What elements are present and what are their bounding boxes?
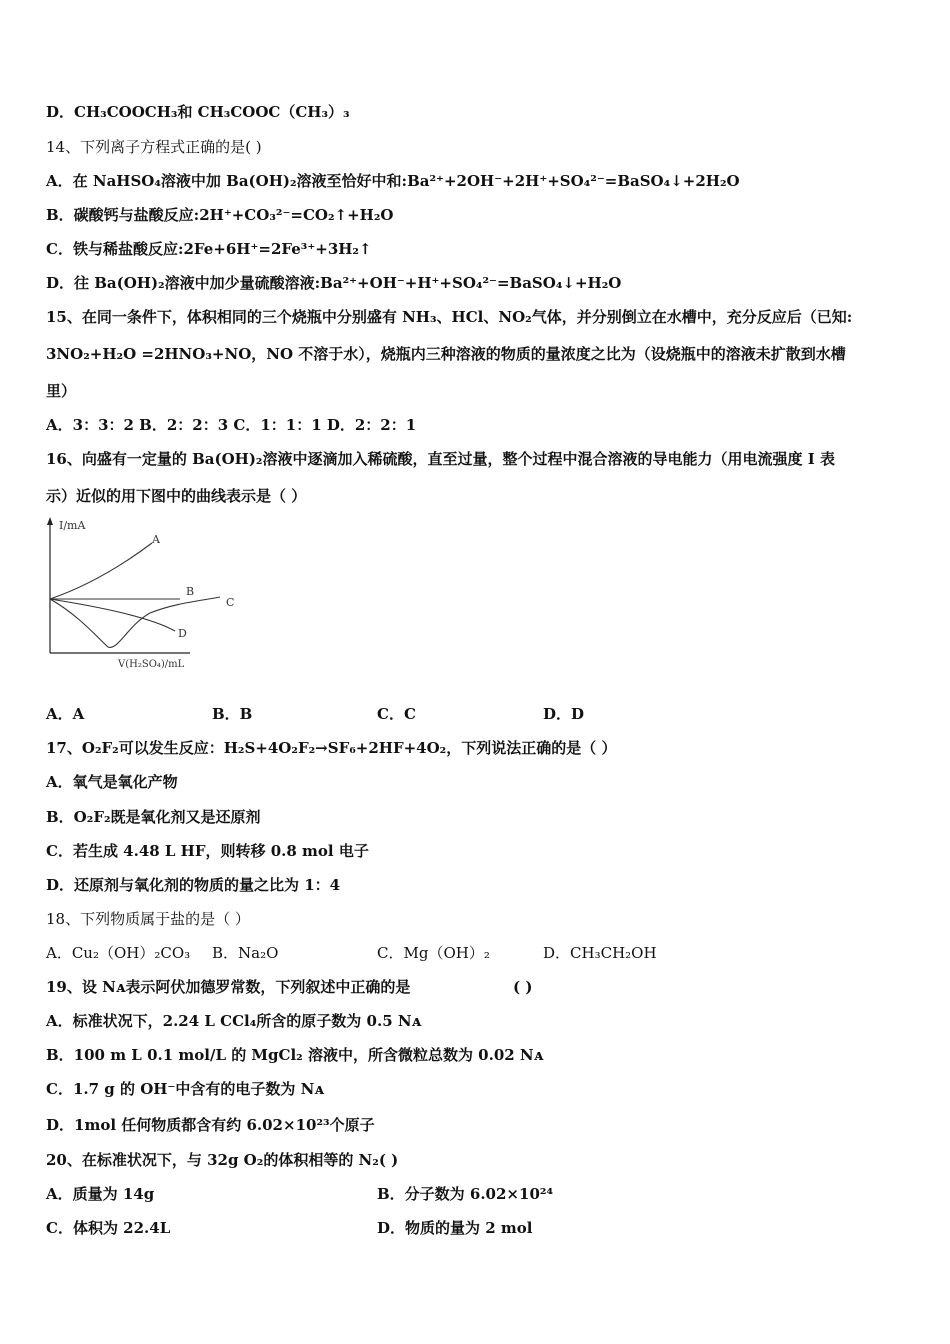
curve-c-label: C [226,596,235,609]
q15-stem-line2: 3NO₂+H₂O =2HNO₃+NO，NO 不溶于水），烧瓶内三种溶液的物质的量浓度之比为（设烧瓶中的溶液未扩散到水槽 [46,345,846,363]
graph-x-label: V(H₂SO₄)/mL [118,659,185,670]
q17-option-b: B．O₂F₂既是氧化剂又是还原剂 [46,808,261,826]
q15-stem-line1: 15、在同一条件下，体积相同的三个烧瓶中分别盛有 NH₃、HCl、NO₂气体，并分别倒立在水槽中，充分反应后（已知: [46,308,853,326]
q20-option-b: B．分子数为 6.02×10²⁴ [377,1185,554,1203]
q19-stem: 19、设 Nᴀ表示阿伏加德罗常数，下列叙述中正确的是 [46,978,411,996]
q17-option-c: C．若生成 4.48 L HF，则转移 0.8 mol 电子 [46,842,369,860]
curve-b-label: B [186,585,195,598]
q18-option-c: C．Mg（OH）₂ [377,944,490,962]
curve-a-label: A [152,533,160,546]
graph-y-arrow [47,517,53,525]
graph-y-label: I/mA [59,519,86,532]
curve-c [50,597,220,647]
q16-current-graph [40,515,250,675]
q17-option-a: A．氧气是氧化产物 [46,773,178,791]
curve-d [50,599,175,631]
q14-stem: 14、下列离子方程式正确的是( ) [46,138,262,156]
q18-option-d: D．CH₃CH₂OH [543,944,657,962]
q18-option-b: B．Na₂O [212,944,279,962]
q19-option-a: A．标准状况下，2.24 L CCl₄所含的原子数为 0.5 Nᴀ [46,1012,422,1030]
q18-stem: 18、下列物质属于盐的是（ ） [46,910,250,928]
q14-option-c: C．铁与稀盐酸反应:2Fe+6H⁺=2Fe³⁺+3H₂↑ [46,240,372,258]
q16-stem-line1: 16、向盛有一定量的 Ba(OH)₂溶液中逐滴加入稀硫酸，直至过量，整个过程中混合溶液的导电能力（用电流强度 I 表 [46,450,835,468]
q19-option-d: D．1mol 任何物质都含有约 6.02×10²³个原子 [46,1116,375,1134]
q18-option-a: A．Cu₂（OH）₂CO₃ [46,944,191,962]
q14-option-d: D．往 Ba(OH)₂溶液中加少量硫酸溶液:Ba²⁺+OH⁻+H⁺+SO₄²⁻=BaSO₄↓+H₂O [46,274,622,292]
q17-option-d: D．还原剂与氧化剂的物质的量之比为 1：4 [46,876,341,894]
q19-option-b: B．100 m L 0.1 mol/L 的 MgCl₂ 溶液中，所含微粒总数为 0.02 Nᴀ [46,1046,544,1064]
q20-stem: 20、在标准状况下，与 32g O₂的体积相等的 N₂( ) [46,1151,399,1169]
q20-option-d: D．物质的量为 2 mol [377,1219,533,1237]
q19-option-c: C．1.7 g 的 OH⁻中含有的电子数为 Nᴀ [46,1080,324,1098]
curve-a [50,543,152,599]
q20-option-c: C．体积为 22.4L [46,1219,171,1237]
q17-stem: 17、O₂F₂可以发生反应：H₂S+4O₂F₂→SF₆+2HF+4O₂，下列说法正确的是（ ） [46,739,617,757]
q19-answer-paren: ( ) [513,978,533,996]
q16-stem-line2: 示）近似的用下图中的曲线表示是（ ） [46,487,307,505]
q13-option-d: D．CH₃COOCH₃和 CH₃COOC（CH₃）₃ [46,103,350,121]
q16-option-d: D．D [543,705,585,723]
q14-option-a: A．在 NaHSO₄溶液中加 Ba(OH)₂溶液至恰好中和:Ba²⁺+2OH⁻+2H⁺+SO₄²⁻=BaSO₄↓+2H₂O [46,172,740,190]
q16-option-c: C．C [377,705,416,723]
q14-option-b: B．碳酸钙与盐酸反应:2H⁺+CO₃²⁻=CO₂↑+H₂O [46,206,394,224]
q20-option-a: A．质量为 14g [46,1185,155,1203]
q16-option-a: A．A [46,705,85,723]
q16-option-b: B．B [212,705,253,723]
q15-options: A．3：3：2 B．2：2：3 C．1：1：1 D．2：2：1 [46,416,417,434]
curve-d-label: D [178,627,187,640]
q15-stem-line3: 里） [46,382,77,400]
